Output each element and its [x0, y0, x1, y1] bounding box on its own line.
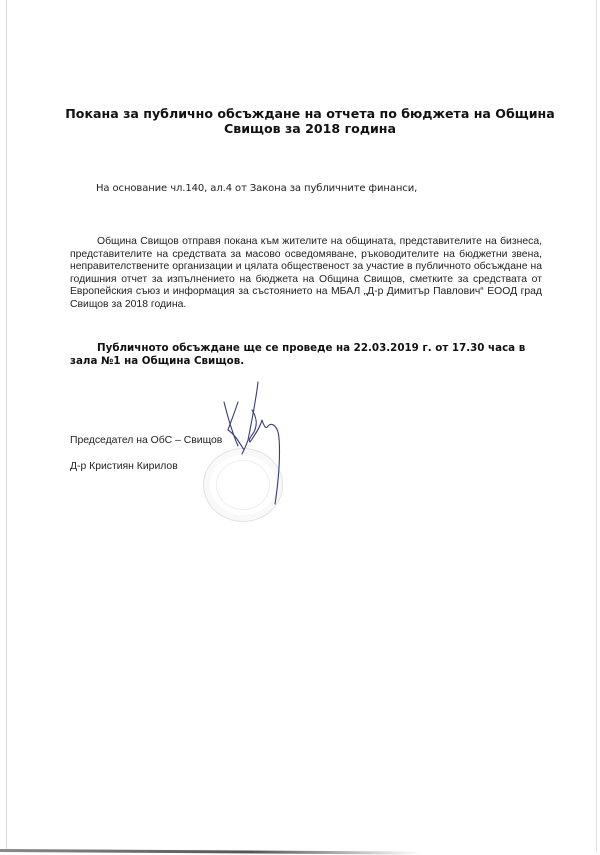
signatory-name: Д-р Кристиян Кирилов	[70, 461, 178, 472]
document-title: Покана за публично обсъждане на отчета по бюджета на Община Свищов за 2018 година	[65, 106, 555, 136]
legal-basis: На основание чл.140, ал.4 от Закона за публичните финанси,	[96, 183, 418, 194]
scan-edge-left	[6, 0, 7, 852]
invitation-paragraph: Община Свищов отправя покана към жителите на общината, представителите на бизнеса, представителите на средствата за масово осведомяване, ръководителите на бюджетни звена, неправителствените организации и цялата общественост за участие в публичното обсъждане на годишния отчет за изпълнението на бюджета на Община Свищов, сметките за средствата от Европейския съюз и информация за състоянието на МБАЛ „Д-р Димитър Павлович“ ЕООД град Свищов за 2018 година.	[70, 236, 542, 310]
meeting-notice: Публичното обсъждане ще се проведе на 22.03.2019 г. от 17.30 часа в зала №1 на Община Свищов.	[70, 342, 526, 367]
signatory-title: Председател на ОбС – Свищов	[70, 435, 223, 446]
scan-edge-right	[596, 0, 597, 852]
signature-stroke	[249, 410, 279, 504]
handwritten-signature	[222, 380, 292, 510]
